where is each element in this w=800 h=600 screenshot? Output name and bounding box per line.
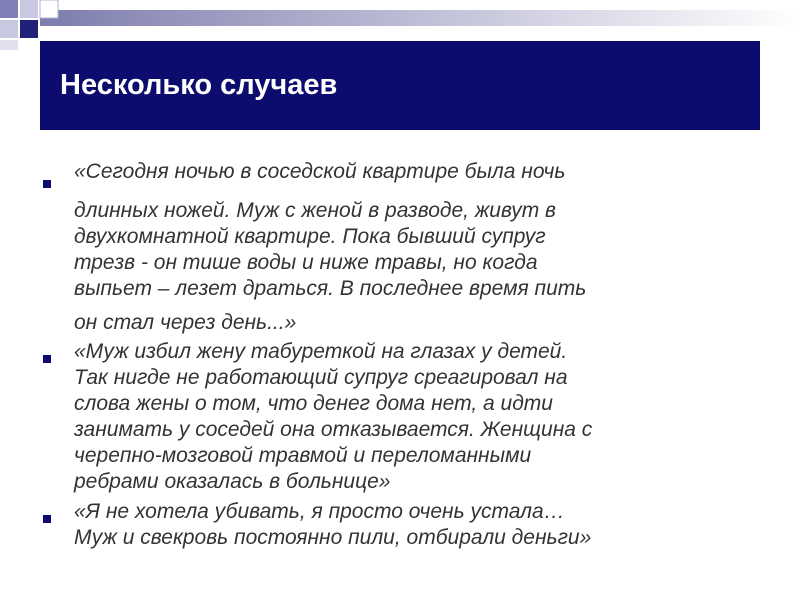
quote-2-line-2: Так нигде не работающий супруг среагировал на — [74, 366, 568, 389]
quote-2-line-1: «Муж избил жену табуреткой на глазах у детей. — [74, 340, 568, 363]
slide-title: Несколько случаев — [60, 69, 338, 101]
quote-3-line-2: Муж и свекровь постоянно пили, отбирали деньги» — [74, 526, 592, 549]
quote-1-line-3: двухкомнатной квартире. Пока бывший супруг — [74, 225, 546, 248]
quote-3-line-1: «Я не хотела убивать, я просто очень устала… — [74, 500, 565, 523]
quote-1-line-2: длинных ножей. Муж с женой в разводе, живут в — [74, 199, 557, 222]
quote-1-line-5: выпьет – лезет драться. В последнее время пить — [74, 277, 587, 300]
quote-2-line-6: ребрами оказалась в больнице» — [74, 470, 391, 493]
quote-1-line-6: он стал через день...» — [74, 311, 297, 334]
quote-1-line-4: трезв - он тише воды и ниже травы, но когда — [74, 251, 538, 274]
bullet-marker-1 — [43, 180, 51, 188]
quote-1-line-1: «Сегодня ночью в соседской квартире была ночь — [74, 160, 566, 183]
quote-2-line-5: черепно-мозговой травмой и переломанными — [74, 444, 532, 467]
quote-2-line-4: занимать у соседей она отказывается. Женщина с — [74, 418, 593, 441]
quote-2-line-3: слова жены о том, что денег дома нет, а идти — [74, 392, 553, 415]
bullet-marker-2 — [43, 355, 51, 363]
bullet-marker-3 — [43, 515, 51, 523]
